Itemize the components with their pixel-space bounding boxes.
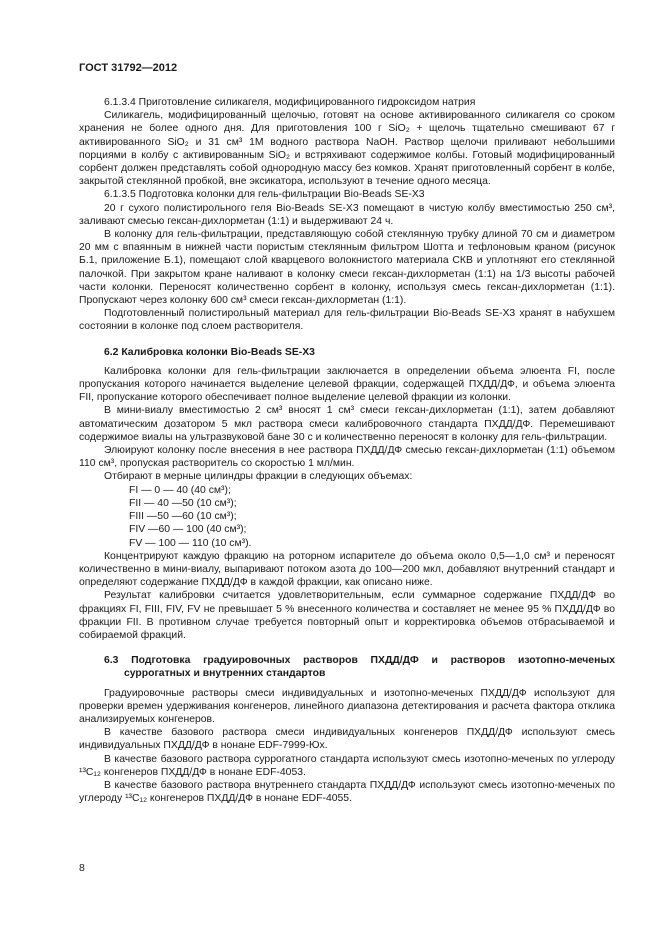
paragraph: Силикагель, модифицированный щелочью, готовят на основе активированного силикагеля со сроком хранения не более одного дня. Для приготовления 100 г SiO₂ + щелочь тщательно смешивают 67 г активированного SiO₂ и 31 см³ 1М водного раствора NaOH. Раствор щелочи приливают небольшими порциями в колбу с активированным SiO₂ и встряхивают содержимое колбы. Готовый модифицированный сорбент должен представлять собой однородную массу без комков. Хранят приготовленный сорбент в колбе, закрытой стеклянной пробкой, вне эксикатора, используют в течение одного месяца. [79,110,615,188]
paragraph: В колонку для гель-фильтрации, представляющую собой стеклянную трубку длиной 70 см и диаметром 20 мм с впаянным в нижней части пористым стеклянным фильтром Шотта и тефлоновым краном (рисунок Б.1, приложение Б.1), помещают слой кварцевого волокнистого материала СКВ и уплотняют его стеклянной палочкой. При закрытом кране наливают в колонку смеси гексан-дихлорметан (1:1) на 1/3 высоты рабочей части колонки. Переносят количественно сорбент в колонку, используя смесь гексан-дихлорметан (1:1). Пропускают через колонку 600 см³ смеси гексан-дихлорметан (1:1). [79,229,615,307]
section-6-1-3-4-heading: 6.1.3.4 Приготовление силикагеля, модифицированного гидроксидом натрия [104,97,476,108]
section-6-2-heading: 6.2 Калибровка колонки Bio-Beads SE-X3 [104,346,315,358]
paragraph: В качестве базового раствора внутреннего стандарта ПХДД/ДФ используют смесь изотопно-меченых по углероду ¹³C₁₂ конгенеров ПХДД/ДФ в нонане EDF-4055. [79,779,615,805]
paragraph: Концентрируют каждую фракцию на роторном испарителе до объема около 0,5—1,0 см³ и переносят количественно в мини-виалу, выпаривают потоком азота до 100—200 мкл, добавляют внутренний стандарт и определяют содержание ПХДД/ДФ в каждой фракции, как описано ниже. [79,550,615,589]
list-item: FII — 40 —50 (10 см³); [129,497,237,509]
section-6-1-3-5-heading: 6.1.3.5 Подготовка колонки для гель-фильтрации Bio-Beads SE-X3 [104,189,425,201]
paragraph: Результат калибровки считается удовлетворительным, если суммарное содержание ПХДД/ДФ во фракциях FI, FIII, FIV, FV не превышает 5 % внесенного количества и составляет не менее 95 % ПХДД/ДФ во фракции FII. В противном случае требуется повторный опыт и корректировка объемов отбрасываемой и собираемой фракций. [79,590,615,641]
paragraph: Элюируют колонку после внесения в нее раствора ПХДД/ДФ смесью гексан-дихлорметан (1:1) объемом 110 см³, пропуская растворитель со скоростью 1 мл/мин. [79,445,615,470]
list-item: FIII —50 —60 (10 см³); [129,511,237,523]
list-item: FI — 0 — 40 (40 см³); [129,484,231,496]
document-header: ГОСТ 31792—2012 [79,62,178,74]
paragraph: Подготовленный полистирольный материал для гель-фильтрации Bio-Beads SE-X3 хранят в набухшем состоянии в колонке под слоем растворителя. [79,308,615,333]
list-item: FV — 100 — 110 (10 см³). [129,537,252,549]
page-number: 8 [79,862,85,874]
paragraph: Калибровка колонки для гель-фильтрации заключается в определении объема элюента FI, после пропускания которого начинается выделение целевой фракции, содержащей ПХДД/ДФ, и объема элюента FII, пропускание которого обеспечивает полное выделение целевой фракции из колонки. [79,365,615,404]
paragraph: В качестве базового раствора суррогатного стандарта используют смесь изотопно-меченых по углероду ¹³C₁₂ конгенеров ПХДД/ДФ в нонане EDF-4053. [79,753,615,778]
section-6-3-heading: 6.3 Подготовка градуировочных растворов ПХДД/ДФ и растворов изотопно-меченых суррогатных и внутренних стандартов [104,655,615,680]
paragraph: Отбирают в мерные цилиндры фракции в следующих объемах: [104,471,413,483]
paragraph: 20 г сухого полистирольного геля Bio-Beads SE-X3 помещают в чистую колбу вместимостью 250 см³, заливают смесью гексан-дихлорметан (1:1) и выдерживают 24 ч. [79,202,615,227]
paragraph: В качестве базового раствора смеси индивидуальных конгенеров ПХДД/ДФ используют смесь индивидуальных ПХДД/ДФ в нонане EDF-7999-Юх. [79,727,615,752]
paragraph: Градуировочные растворы смеси индивидуальных и изотопно-меченых ПХДД/ДФ используют для проверки времен удерживания конгенеров, линейного диапазона детектирования и расчета фактора отклика анализируемых конгенеров. [79,687,615,725]
paragraph: В мини-виалу вместимостью 2 см³ вносят 1 см³ смеси гексан-дихлорметан (1:1), затем добавляют автоматическим дозатором 5 мкл раствора смеси калибровочного стандарта ПХДД/ДФ. Перемешивают содержимое виалы на ультразвуковой бане 30 с и количественно переносят в колонку для гель-фильтрации. [79,405,615,443]
list-item: FIV —60 — 100 (40 см³); [129,524,247,536]
document-body [79,96,615,805]
fraction-list [79,484,615,550]
